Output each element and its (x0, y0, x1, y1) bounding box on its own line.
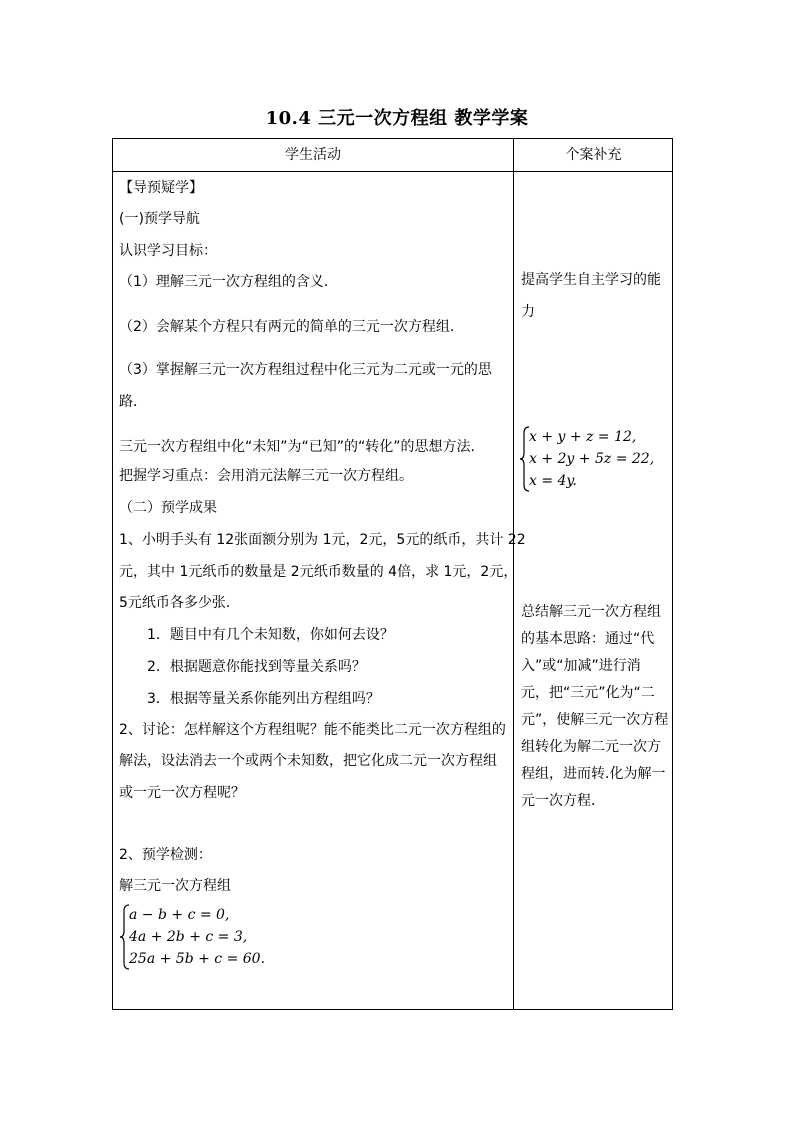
question-2-line-2: 解法，设法消去一个或两个未知数，把它化成二元一次方程组 (119, 753, 497, 769)
header-student-activity: 学生活动 (285, 147, 341, 163)
page-title: 10.4 三元一次方程组 教学学案 (265, 108, 529, 129)
transform-thought: 三元一次方程组中化“未知”为“已知”的“转化”的思想方法. (119, 439, 475, 455)
lesson-table (112, 138, 673, 1010)
sub-question-1: 1．题目中有几个未知数，你如何去设？ (147, 627, 394, 643)
goal-3-line-2: 路． (119, 394, 147, 410)
preview-nav-heading: (一)预学导航 (119, 211, 200, 227)
section-heading: 【导预疑学】 (119, 180, 203, 196)
question-2-line-3: 或一元一次方程呢？ (119, 785, 245, 801)
preview-check-heading: 2、预学检测： (119, 847, 212, 863)
equation-y: x + 2y + 5z = 22, (529, 451, 655, 467)
equation-3: 25a + 5b + c = 60. (129, 951, 266, 967)
note-line: 元”，使解三元一次方程 (521, 712, 669, 728)
note-line: 的基本思路：通过“代 (521, 631, 655, 647)
equation-system-abc (119, 903, 279, 973)
goal-2: （2）会解某个方程只有两元的简单的三元一次方程组． (119, 319, 464, 335)
key-point: 把握学习重点：会用消元法解三元一次方程组。 (119, 468, 413, 484)
header-case-supplement: 个案补充 (565, 147, 622, 163)
question-1-line-3: 5元纸币各多少张． (119, 595, 240, 611)
question-1-line-2: 元，其中 1元纸币的数量是 2元纸币数量的 4倍，求 1元，2元， (119, 564, 518, 580)
note-line: 元，把“三元”化为“二 (521, 685, 655, 701)
preview-results-heading: （二）预学成果 (119, 500, 217, 516)
table-header-row (113, 139, 672, 172)
note-line: 元一次方程． (521, 793, 605, 809)
note-line: 程组，进而转.化为解一 (521, 766, 666, 782)
solve-instruction: 解三元一次方程组 (119, 878, 231, 894)
note-line: 总结解三元一次方程组 (521, 604, 661, 620)
equation-x: x + y + z = 12, (529, 429, 637, 445)
note-self-learning-line-1: 提高学生自主学习的能 (521, 272, 661, 288)
question-1-line-1: 1、小明手头有 12张面额分别为 1元，2元，5元的纸币，共计 22 (119, 532, 526, 548)
note-self-learning-line-2: 力 (521, 304, 535, 320)
goal-3-line-1: （3）掌握解三元一次方程组过程中化三元为二元或一元的思 (119, 362, 492, 378)
sub-question-3: 3．根据等量关系你能列出方程组吗？ (147, 691, 380, 707)
note-line: 组转化为解二元一次方 (521, 739, 661, 755)
goals-label: 认识学习目标： (119, 243, 217, 259)
goal-1: （1）理解三元一次方程组的含义． (119, 274, 338, 290)
equation-z: x = 4y. (529, 473, 577, 489)
sub-question-2: 2．根据题意你能找到等量关系吗？ (147, 659, 366, 675)
note-self-learning (521, 267, 669, 325)
equation-2: 4a + 2b + c = 3, (129, 929, 248, 945)
equation-1: a − b + c = 0, (129, 907, 230, 923)
note-line: 入”或“加减”进行消 (521, 658, 641, 674)
note-solving-approach (521, 599, 669, 815)
equation-system-xyz (519, 425, 669, 495)
question-2-line-1: 2、讨论：怎样解这个方程组呢？能不能类比二元一次方程组的 (119, 722, 506, 738)
